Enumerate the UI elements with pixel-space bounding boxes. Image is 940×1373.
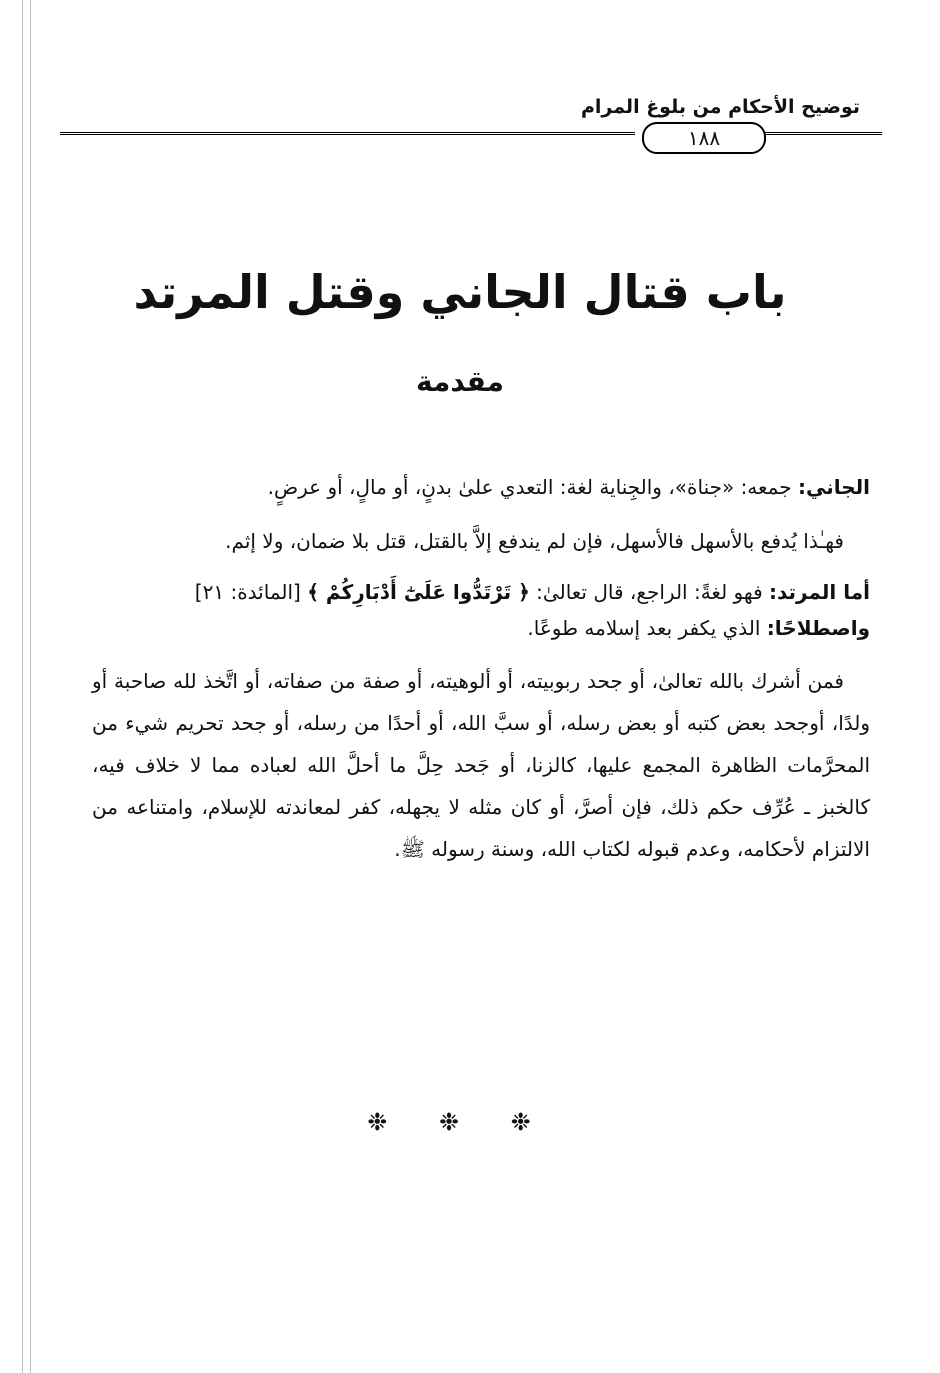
section-title: مقدمة (416, 365, 504, 398)
running-head: توضيح الأحكام من بلوغ المرام (580, 96, 860, 118)
chapter-title: باب قتال الجاني وقتل المرتد (133, 265, 787, 319)
paragraph-defend (92, 520, 870, 562)
paragraph-murtad (92, 574, 870, 610)
paragraph-istilah (92, 610, 870, 646)
text-defend: فهـٰذا يُدفع بالأسهل فالأسهل، فإن لم يندفع إلاَّ بالقتل، قتل بلا ضمان، ولا إثم. (225, 529, 844, 553)
body-text (92, 466, 870, 882)
term-istilah: واصطلاحًا: (766, 616, 870, 640)
text-kufr: فمن أشرك بالله تعالىٰ، أو جحد ربوبيته، أو ألوهيته، أو صفة من صفاته، أو اتَّخذ لله صاحبة أو ولدًا، أوجحد بعض كتبه أو بعض رسله، أو سبَّ الله، أو أحدًا من رسله، أو جحد تحريم شيء من المحرَّمات الظاهرة المجمع عليها، كالزنا، أو جَحد حِلَّ ما أحلَّ الله لعباده مما لا خلاف فيه، كالخبز ـ عُرِّف حكم ذلك، فإن أصرَّ، أو كان مثله لا يجهله، كفر لمعاندته للإسلام، وامتناعه من الالتزام لأحكامه، وعدم قبوله لكتاب الله، وسنة رسوله ﷺ. (92, 669, 870, 861)
header-rule-right (746, 132, 882, 135)
page-edge-line (22, 0, 23, 1373)
term-murtad: أما المرتد: (769, 580, 870, 604)
verse-reference: [المائدة: ٢١] (194, 580, 308, 604)
section-separator: ❉ ❉ ❉ (367, 1108, 553, 1136)
paragraph-jani (92, 466, 870, 508)
text-murtad: فهو لغةً: الراجع، قال تعالىٰ: (529, 580, 769, 604)
term-jani: الجاني: (797, 475, 870, 499)
quran-verse: ﴿ تَرْتَدُّوا عَلَىٰٓ أَدْبَارِكُمْ ﴾ (307, 580, 530, 604)
paragraph-kufr (92, 660, 870, 870)
page-edge-line (30, 0, 31, 1373)
page-number: ١٨٨ (642, 122, 766, 154)
text-istilah: الذي يكفر بعد إسلامه طوعًا. (527, 616, 767, 640)
header-rule-left (60, 132, 635, 135)
text-jani: جمعه: «جناة»، والجِناية لغة: التعدي علىٰ بدنٍ، أو مالٍ، أو عرضٍ. (267, 475, 798, 499)
